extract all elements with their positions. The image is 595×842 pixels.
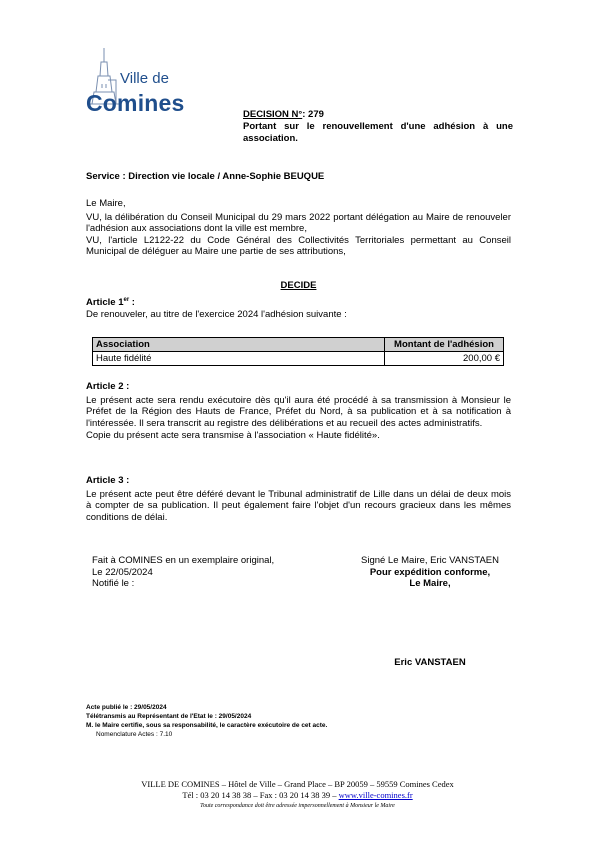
publication-notes <box>86 703 506 739</box>
certifie-note: M. le Maire certifie, sous sa responsabilité, le caractère exécutoire de cet acte. <box>86 722 328 729</box>
table-header-association: Association <box>93 338 385 352</box>
article-1-text: De renouveler, au titre de l'exercice 2024 l'adhésion suivante : <box>86 308 347 320</box>
article-2 <box>86 381 511 442</box>
footer-correspondence: Toute correspondance doit être adressée impersonnellement à Monsieur le Maire <box>200 803 395 809</box>
mayor-name: Eric VANSTAEN <box>394 657 466 668</box>
teletransmis-note: Télétransmis au Représentant de l'Etat le : 29/05/2024 <box>86 713 252 720</box>
decide-heading: DECIDE <box>280 280 317 291</box>
notifie-text: Notifié le : <box>92 578 135 589</box>
article-1-colon: : <box>129 297 135 309</box>
article-1-sup: er <box>123 297 130 303</box>
service-line: Service : Direction vie locale / Anne-Sophie BEUQUE <box>86 171 325 182</box>
acte-publie-note: Acte publié le : 29/05/2024 <box>86 704 167 711</box>
signature-left <box>92 555 332 590</box>
article-1-title-text: Article 1 <box>86 297 124 309</box>
article-3 <box>86 475 511 523</box>
table-cell-montant: 200,00 € <box>385 352 504 366</box>
signature-right <box>330 555 530 590</box>
logo-ville-text: Ville de <box>120 70 169 87</box>
nomenclature-note: Nomenclature Actes : 7.10 <box>96 731 173 738</box>
footer-address: VILLE DE COMINES – Hôtel de Ville – Grand Place – BP 20059 – 59559 Comines Cedex <box>141 779 454 789</box>
article-2-text: Le présent acte sera rendu exécutoire dès qu'il aura été procédé à sa transmission à Monsieur le Préfet de la Région des Hauts de France, Préfet du Nord, à sa publication et à sa notification à l'intéressée. Il sera transcrit au registre des délibérations et au recueil des actes administratifs. <box>86 394 511 429</box>
footer-contact <box>60 790 535 801</box>
logo-comines-text: Comines <box>86 90 185 116</box>
decision-header <box>243 109 513 145</box>
article-2-title: Article 2 : <box>86 381 130 392</box>
decision-subject: Portant sur le renouvellement d'une adhésion à une association. <box>243 121 513 144</box>
le-maire-signature: Le Maire, <box>409 578 451 589</box>
article-2-copy-text: Copie du présent acte sera transmise à l'association « Haute fidélité». <box>86 430 380 441</box>
article-1 <box>86 295 511 320</box>
preamble <box>86 198 511 258</box>
decision-number-label: DECISION N° <box>243 109 303 120</box>
page-footer <box>60 779 535 811</box>
date-text: Le 22/05/2024 <box>92 566 153 578</box>
decision-number-value: : 279 <box>302 109 324 120</box>
vu-deliberation-text: VU, la délibération du Conseil Municipal du 29 mars 2022 portant délégation au Maire de renouveler l'adhésion aux associations dont la ville est membre, <box>86 211 511 234</box>
table-cell-association: Haute fidélité <box>93 352 385 366</box>
footer-website-link[interactable]: www.ville-comines.fr <box>338 790 413 800</box>
le-maire-text: Le Maire, <box>86 198 126 209</box>
expedition-text: Pour expédition conforme, <box>369 566 491 578</box>
table-header-montant: Montant de l'adhésion <box>385 338 504 352</box>
fait-a-text: Fait à COMINES en un exemplaire original, <box>92 555 275 566</box>
article-1-title <box>86 295 511 309</box>
article-3-text: Le présent acte peut être déféré devant le Tribunal administratif de Lille dans un délai de deux mois à compter de sa publication. Il peut également faire l'objet d'un recours gracieux dans les mêmes conditions de délai. <box>86 488 511 523</box>
footer-phone-fax: Tél : 03 20 14 38 38 – Fax : 03 20 14 38 39 – <box>182 790 339 800</box>
table-header-row <box>93 338 504 352</box>
vu-article-text: VU, l'article L2122-22 du Code Général des Collectivités Territoriales permettant au Conseil Municipal de déléguer au Maire une partie de ses attributions, <box>86 234 511 257</box>
association-table <box>92 337 504 366</box>
article-3-title: Article 3 : <box>86 475 130 486</box>
signe-text: Signé Le Maire, Eric VANSTAEN <box>361 555 499 566</box>
table-row <box>93 352 504 366</box>
